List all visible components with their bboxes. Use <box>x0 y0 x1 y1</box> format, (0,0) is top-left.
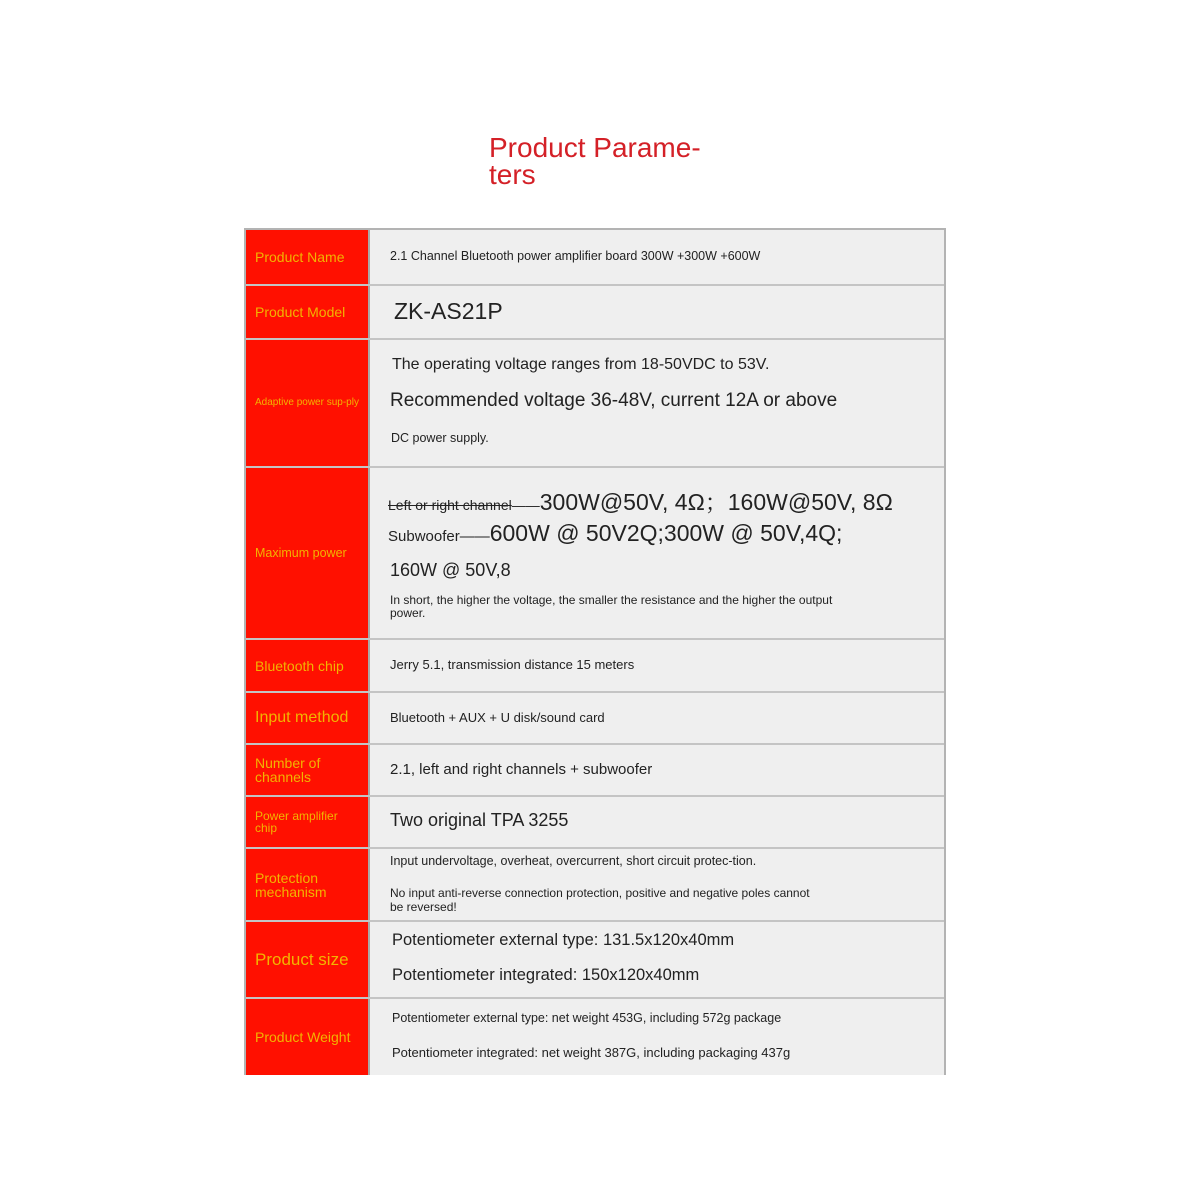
product-name-text: 2.1 Channel Bluetooth power amplifier board 300W +300W +600W <box>390 249 761 263</box>
value-product-model <box>370 286 944 338</box>
value-protection-mechanism <box>370 849 944 920</box>
max-power-line1-value: 300W@50V, 4Ω；160W@50V, 8Ω <box>539 489 893 515</box>
page-title <box>489 134 719 188</box>
row-product-name <box>246 230 944 286</box>
value-number-of-channels <box>370 745 944 795</box>
label-product-weight: Product Weight <box>246 999 370 1075</box>
protection-line2: No input anti-reverse connection protection, positive and negative poles cannot be reversed! <box>390 886 810 914</box>
value-product-size <box>370 922 944 997</box>
product-weight-line1: Potentiometer external type: net weight 453G, including 572g package <box>392 1011 782 1025</box>
max-power-line2 <box>388 520 842 547</box>
product-size-line1: Potentiometer external type: 131.5x120x40mm <box>392 931 735 949</box>
value-bluetooth-chip <box>370 640 944 691</box>
label-power-amplifier-chip: Power amplifier chip <box>246 797 370 847</box>
bluetooth-chip-text: Jerry 5.1, transmission distance 15 meters <box>390 657 635 672</box>
product-weight-line2: Potentiometer integrated: net weight 387G, including packaging 437g <box>392 1045 791 1060</box>
max-power-line1-dash: —— <box>511 497 540 513</box>
value-power-supply <box>370 340 944 466</box>
product-size-line2: Potentiometer integrated: 150x120x40mm <box>392 966 700 984</box>
power-amplifier-chip-text: Two original TPA 3255 <box>390 810 569 830</box>
label-number-of-channels: Number of channels <box>246 745 370 795</box>
page-title-line2: ters <box>489 159 536 190</box>
value-power-amplifier-chip <box>370 797 944 847</box>
row-power-amplifier-chip <box>246 797 944 849</box>
power-supply-line3: DC power supply. <box>391 431 489 445</box>
max-power-line1-prefix: Left or right channel <box>388 497 512 513</box>
label-product-model: Product Model <box>246 286 370 338</box>
max-power-note: In short, the higher the voltage, the smaller the resistance and the higher the output power. <box>390 593 833 620</box>
max-power-line1 <box>388 484 893 517</box>
power-supply-line2: Recommended voltage 36-48V, current 12A or above <box>390 390 838 411</box>
row-protection-mechanism <box>246 849 944 922</box>
max-power-line3: 160W @ 50V,8 <box>390 560 511 580</box>
protection-line1: Input undervoltage, overheat, overcurrent, short circuit protec-tion. <box>390 854 757 868</box>
label-maximum-power: Maximum power <box>246 468 370 638</box>
row-input-method <box>246 693 944 745</box>
page-title-line1: Product Parame- <box>489 132 701 163</box>
label-power-supply: Adaptive power sup-ply <box>246 340 370 466</box>
product-model-text: ZK-AS21P <box>394 298 503 324</box>
value-maximum-power <box>370 468 944 638</box>
label-product-name: Product Name <box>246 230 370 284</box>
number-of-channels-text: 2.1, left and right channels + subwoofer <box>390 761 653 778</box>
value-product-name <box>370 230 944 284</box>
input-method-text: Bluetooth + AUX + U disk/sound card <box>390 710 605 725</box>
row-power-supply <box>246 340 944 468</box>
power-supply-line1: The operating voltage ranges from 18-50VDC to 53V. <box>392 356 770 373</box>
row-maximum-power <box>246 468 944 640</box>
row-product-model <box>246 286 944 340</box>
row-product-weight <box>246 999 944 1075</box>
row-number-of-channels <box>246 745 944 797</box>
label-bluetooth-chip: Bluetooth chip <box>246 640 370 691</box>
label-protection-mechanism: Protection mechanism <box>246 849 370 920</box>
label-input-method: Input method <box>246 693 370 743</box>
max-power-line2-prefix: Subwoofer <box>388 528 460 545</box>
max-power-line2-value: 600W @ 50V2Q;300W @ 50V,4Q; <box>489 520 843 546</box>
max-power-line2-dash: —— <box>459 528 490 545</box>
row-bluetooth-chip <box>246 640 944 693</box>
value-product-weight <box>370 999 944 1075</box>
value-input-method <box>370 693 944 743</box>
row-product-size <box>246 922 944 999</box>
parameters-table <box>244 228 946 1075</box>
label-product-size: Product size <box>246 922 370 997</box>
